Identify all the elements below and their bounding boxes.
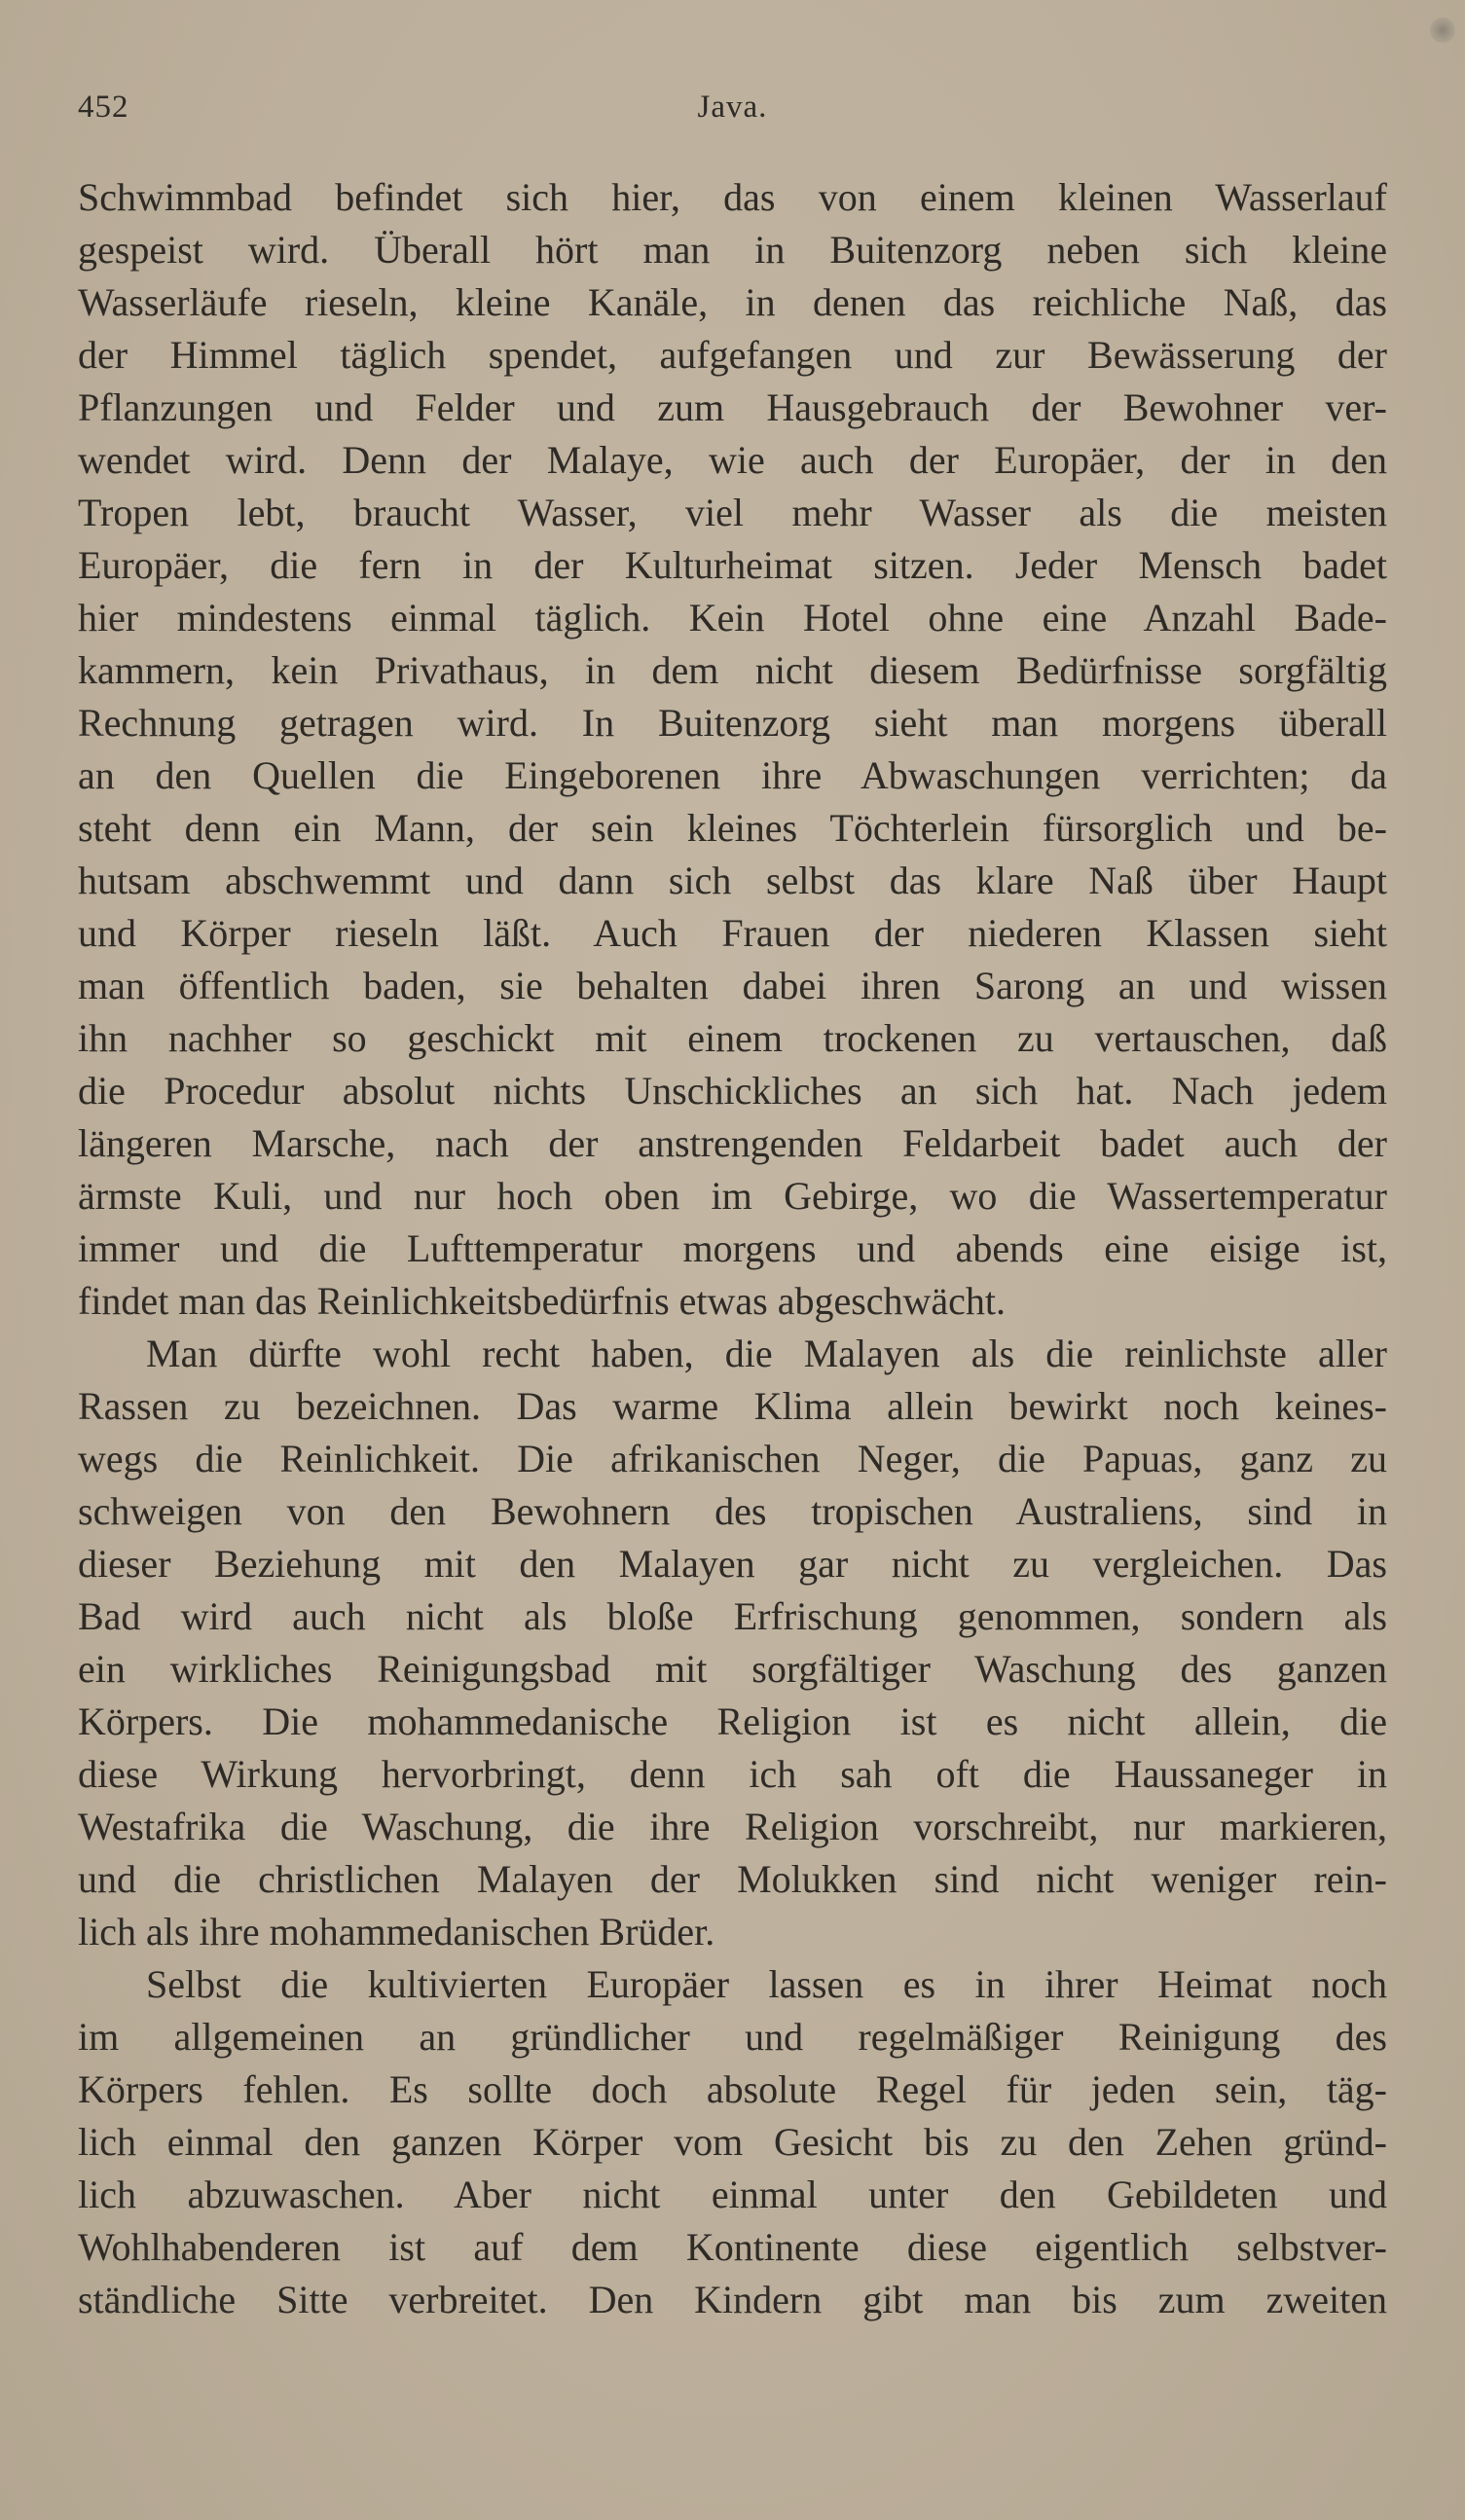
text-line: Rechnung getragen wird. In Buitenzorg sieht man morgens überall [78, 701, 1387, 745]
text-line: im allgemeinen an gründlicher und regelmäßiger Reinigung des [78, 2015, 1387, 2059]
text-line: gespeist wird. Überall hört man in Buitenzorg neben sich kleine [78, 228, 1387, 272]
text-line: lich einmal den ganzen Körper vom Gesicht bis zu den Zehen gründ- [78, 2120, 1387, 2164]
paragraph [78, 1328, 1387, 1958]
text-line: dieser Beziehung mit den Malayen gar nicht zu vergleichen. Das [78, 1542, 1387, 1586]
text-line: der Himmel täglich spendet, aufgefangen und zur Bewässerung der [78, 333, 1387, 377]
text-line: schweigen von den Bewohnern des tropischen Australiens, sind in [78, 1489, 1387, 1533]
text-line: lich abzuwaschen. Aber nicht einmal unter den Gebildeten und [78, 2173, 1387, 2216]
text-line: an den Quellen die Eingeborenen ihre Abwaschungen verrichten; da [78, 753, 1387, 797]
text-line: Bad wird auch nicht als bloße Erfrischung genommen, sondern als [78, 1594, 1387, 1638]
text-line: immer und die Lufttemperatur morgens und abends eine eisige ist, [78, 1226, 1387, 1270]
text-line: Wohlhabenderen ist auf dem Kontinente diese eigentlich selbstver- [78, 2225, 1387, 2269]
text-line: und die christlichen Malayen der Molukken sind nicht weniger rein- [78, 1857, 1387, 1901]
text-line: wegs die Reinlichkeit. Die afrikanischen Neger, die Papuas, ganz zu [78, 1437, 1387, 1480]
text-line: Schwimmbad befindet sich hier, das von einem kleinen Wasserlauf [78, 175, 1387, 219]
text-line: diese Wirkung hervorbringt, denn ich sah oft die Haussaneger in [78, 1752, 1387, 1796]
text-line: ärmste Kuli, und nur hoch oben im Gebirge, wo die Wassertemperatur [78, 1174, 1387, 1218]
text-line: die Procedur absolut nichts Unschickliches an sich hat. Nach jedem [78, 1069, 1387, 1113]
running-title: Java. [697, 90, 768, 125]
paragraph [78, 1958, 1387, 2326]
text-line: Körpers. Die mohammedanische Religion ist es nicht allein, die [78, 1699, 1387, 1743]
text-line: Westafrika die Waschung, die ihre Religion vorschreibt, nur markieren, [78, 1805, 1387, 1848]
text-line: und Körper rieseln läßt. Auch Frauen der niederen Klassen sieht [78, 911, 1387, 955]
text-line: hutsam abschwemmt und dann sich selbst das klare Naß über Haupt [78, 858, 1387, 902]
text-line: hier mindestens einmal täglich. Kein Hotel ohne eine Anzahl Bade- [78, 596, 1387, 639]
running-head [78, 90, 1387, 138]
text-line: Pflanzungen und Felder und zum Hausgebrauch der Bewohner ver- [78, 385, 1387, 429]
page-number: 452 [78, 90, 129, 125]
text-line: Tropen lebt, braucht Wasser, viel mehr Wasser als die meisten [78, 491, 1387, 534]
text-line: Selbst die kultivierten Europäer lassen es in ihrer Heimat noch [146, 1962, 1387, 2006]
text-line: Europäer, die fern in der Kulturheimat sitzen. Jeder Mensch badet [78, 543, 1387, 587]
paragraph [78, 171, 1387, 1328]
text-line: man öffentlich baden, sie behalten dabei ihren Sarong an und wissen [78, 964, 1387, 1007]
text-line: lich als ihre mohammedanischen Brüder. [78, 1910, 715, 1954]
text-line: ein wirkliches Reinigungsbad mit sorgfältiger Waschung des ganzen [78, 1647, 1387, 1691]
text-line: Körpers fehlen. Es sollte doch absolute Regel für jeden sein, täg- [78, 2067, 1387, 2111]
text-line: findet man das Reinlichkeitsbedürfnis etwas abgeschwächt. [78, 1279, 1007, 1323]
text-line: steht denn ein Mann, der sein kleines Töchterlein fürsorglich und be- [78, 806, 1387, 850]
text-line: Man dürfte wohl recht haben, die Malayen als die reinlichste aller [146, 1332, 1387, 1375]
text-line: Rassen zu bezeichnen. Das warme Klima allein bewirkt noch keines- [78, 1384, 1387, 1428]
text-line: Wasserläufe rieseln, kleine Kanäle, in denen das reichliche Naß, das [78, 280, 1387, 324]
text-line: wendet wird. Denn der Malaye, wie auch der Europäer, der in den [78, 438, 1387, 482]
text-line: ständliche Sitte verbreitet. Den Kindern gibt man bis zum zweiten [78, 2278, 1387, 2321]
text-line: längeren Marsche, nach der anstrengenden Feldarbeit badet auch der [78, 1121, 1387, 1165]
text-line: ihn nachher so geschickt mit einem trockenen zu vertauschen, daß [78, 1016, 1387, 1060]
body-text [78, 171, 1387, 2326]
paper-speck [1430, 18, 1455, 43]
text-line: kammern, kein Privathaus, in dem nicht diesem Bedürfnisse sorgfältig [78, 648, 1387, 692]
